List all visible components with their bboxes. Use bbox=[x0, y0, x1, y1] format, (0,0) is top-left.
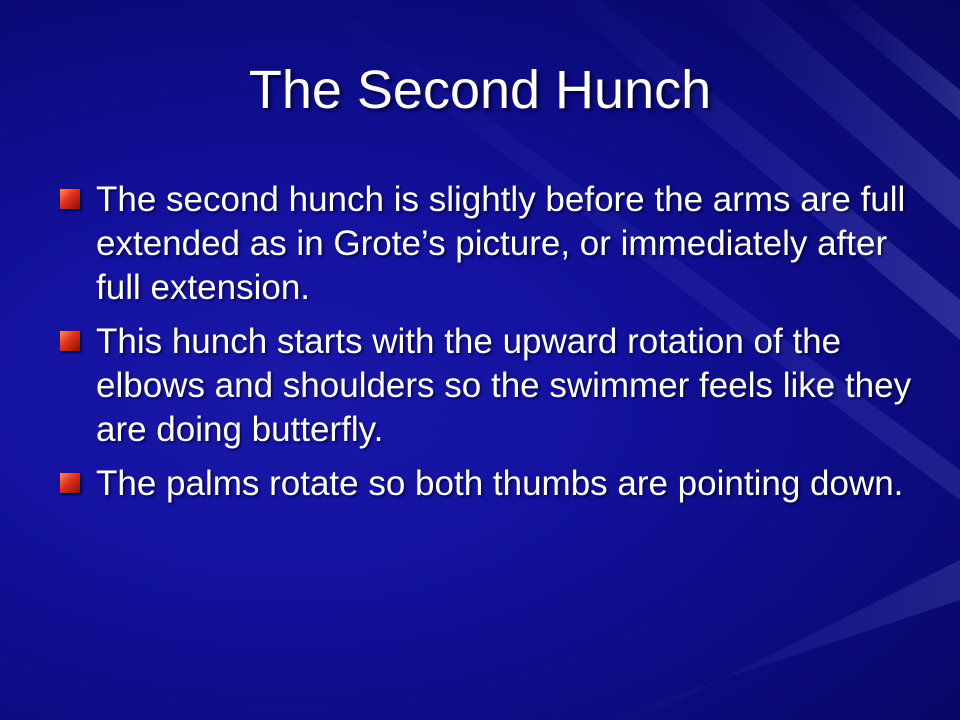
square-bullet-icon bbox=[60, 331, 80, 351]
bullet-list bbox=[60, 178, 920, 516]
bullet-item bbox=[60, 320, 920, 452]
slide-title: The Second Hunch bbox=[248, 60, 712, 120]
bullet-item bbox=[60, 178, 920, 310]
bullet-text: The palms rotate so both thumbs are pointing down. bbox=[96, 464, 904, 503]
bullet-item bbox=[60, 462, 920, 506]
square-bullet-icon bbox=[60, 473, 80, 493]
bullet-text: This hunch starts with the upward rotation of the elbows and shoulders so the swimmer feels like they are doing butterfly. bbox=[96, 322, 912, 449]
bullet-text: The second hunch is slightly before the arms are full extended as in Grote’s picture, or immediately after full extension. bbox=[96, 180, 906, 307]
square-bullet-icon bbox=[60, 189, 80, 209]
